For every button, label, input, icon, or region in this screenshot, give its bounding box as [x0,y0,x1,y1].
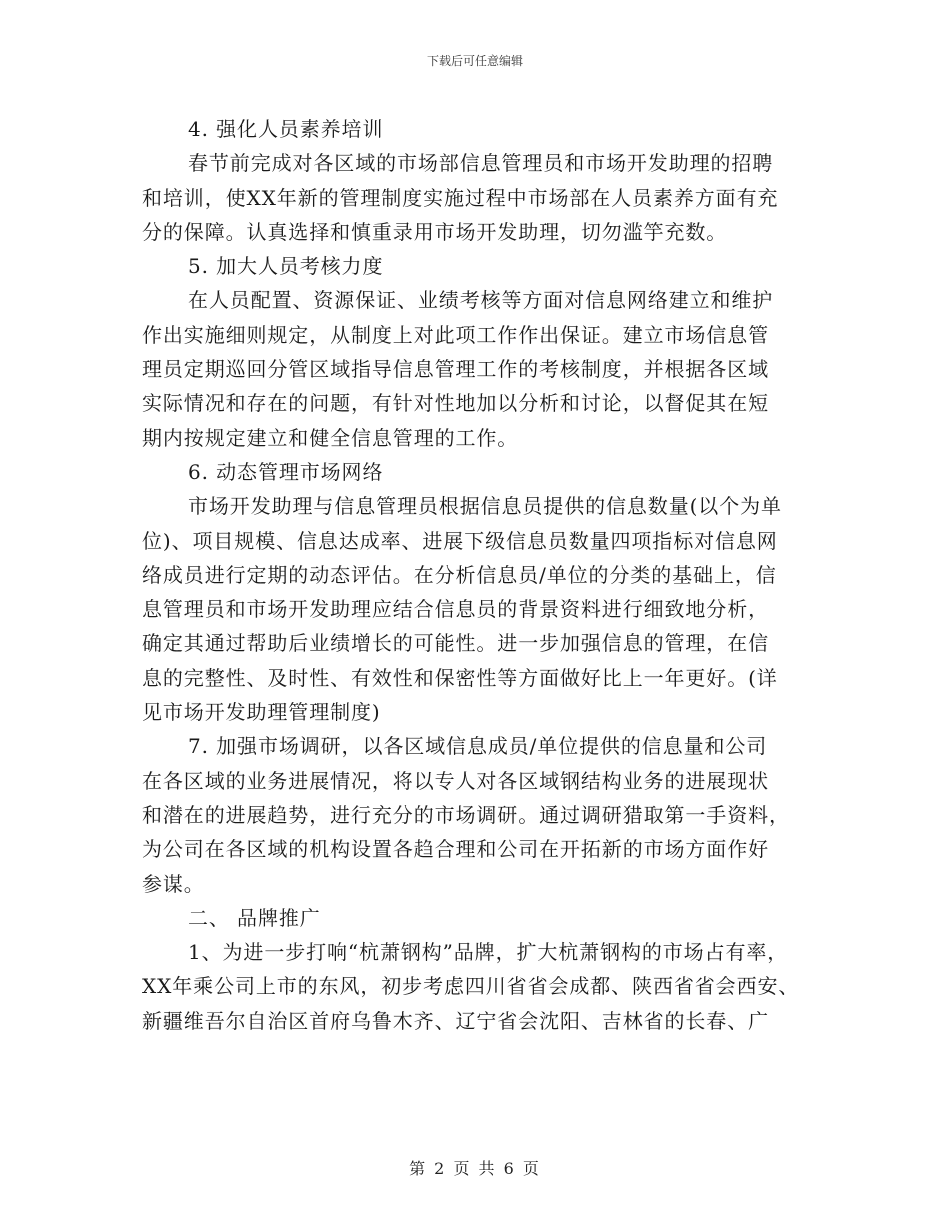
paragraph-line: 实际情况和存在的问题，有针对性地加以分析和讨论，以督促其在短 [142,391,769,416]
paragraph-line: 作出实施细则规定，从制度上对此项工作作出保证。建立市场信息管 [142,322,769,347]
paragraph-line: 为公司在各区域的机构设置各趋合理和公司在开拓新的市场方面作好 [142,837,769,862]
paragraph-line: 络成员进行定期的动态评估。在分析信息员/单位的分类的基础上，信 [142,562,777,587]
section-heading: 5. 加大人员考核力度 [188,254,384,279]
paragraph-line: 春节前完成对各区域的市场部信息管理员和市场开发助理的招聘 [188,151,774,176]
paragraph-line: 参谋。 [142,871,205,896]
paragraph-line: 确定其通过帮助后业绩增长的可能性。进一步加强信息的管理，在信 [142,631,769,656]
document-body [142,112,832,1038]
paragraph-line: 在各区域的业务进展情况，将以专人对各区域钢结构业务的进展现状 [142,768,769,793]
paragraph-line: 和培训，使XX年新的管理制度实施过程中市场部在人员素养方面有充 [142,185,779,210]
paragraph-line: 见市场开发助理管理制度) [142,700,381,725]
paragraph-line: XX年乘公司上市的东风，初步考虑四川省省会成都、陕西省省会西安、 [142,974,800,999]
paragraph-line: 市场开发助理与信息管理员根据信息员提供的信息数量(以个为单 [188,494,782,519]
paragraph-line: 息的完整性、及时性、有效性和保密性等方面做好比上一年更好。(详 [142,665,778,690]
paragraph-line: 在人员配置、资源保证、业绩考核等方面对信息网络建立和维护 [188,288,774,313]
page-footer: 第 2 页 共 6 页 [409,1159,541,1178]
section-heading: 4. 强化人员素养培训 [188,117,384,141]
chapter-heading: 二、 品牌推广 [188,905,321,930]
paragraph-line: 息管理员和市场开发助理应结合信息员的背景资料进行细致地分析， [142,597,769,622]
paragraph-line: 1、为进一步打响“杭萧钢构”品牌，扩大杭萧钢构的市场占有率， [188,940,789,965]
paragraph-line: 理员定期巡回分管区域指导信息管理工作的考核制度，并根据各区域 [142,357,769,382]
paragraph-line: 新疆维吾尔自治区首府乌鲁木齐、辽宁省会沈阳、吉林省的长春、广 [142,1008,769,1033]
page-header: 下载后可任意编辑 [426,54,523,68]
paragraph-line: 位)、项目规模、信息达成率、进展下级信息员数量四项指标对信息网 [142,528,778,553]
section-heading: 7. 加强市场调研，以各区域信息成员/单位提供的信息量和公司 [188,734,768,759]
paragraph-line: 和潜在的进展趋势，进行充分的市场调研。通过调研猎取第一手资料， [142,802,790,827]
paragraph-line: 分的保障。认真选择和慎重录用市场开发助理，切勿滥竽充数。 [142,219,728,244]
section-heading: 6. 动态管理市场网络 [188,459,384,484]
paragraph-line: 期内按规定建立和健全信息管理的工作。 [142,425,519,450]
